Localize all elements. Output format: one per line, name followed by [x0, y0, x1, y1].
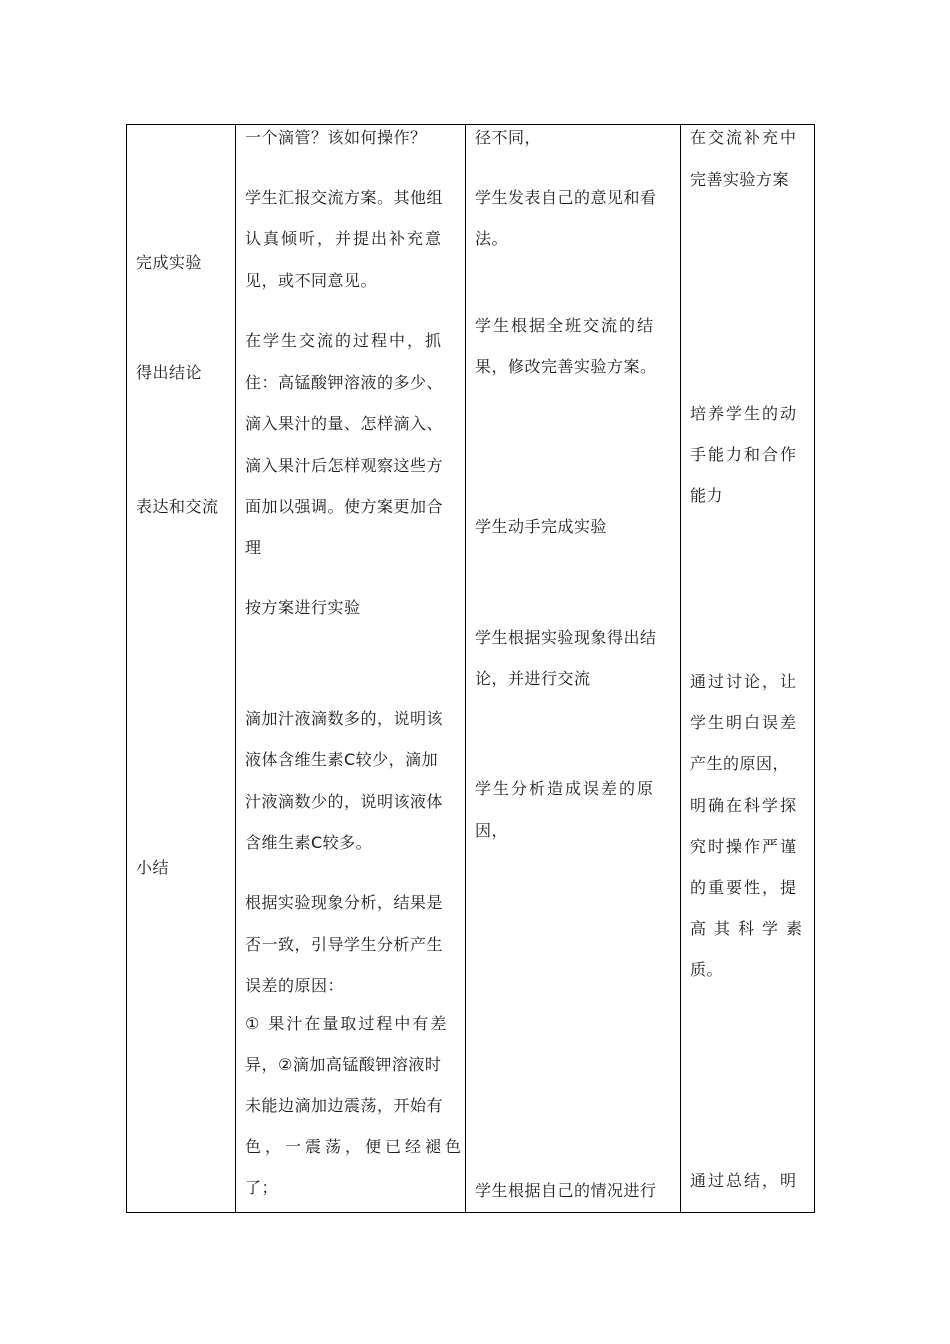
stage-label: 得出结论 [136, 363, 203, 382]
intent-text: 手能力和合作 [690, 445, 799, 464]
intent-text: 学生明白误差 [690, 713, 799, 732]
teacher-text: 液体含维生素C较少，滴加 [245, 750, 439, 769]
intent-text: 究时操作严谨 [690, 837, 799, 856]
intent-text: 产生的原因， [690, 754, 790, 773]
column-divider [465, 125, 466, 1212]
teacher-text: 误差的原因： [245, 976, 345, 995]
teacher-text: 理 [245, 538, 262, 557]
student-text: 径不同， [475, 128, 542, 147]
teacher-text: 了； [245, 1178, 279, 1197]
teacher-text: ① 果汁在量取过程中有差 [245, 1014, 449, 1033]
intent-text: 通过总结，明 [690, 1171, 799, 1190]
student-text: 学生根据实验现象得出结 [475, 628, 657, 647]
teacher-text: 滴加汁液滴数多的，说明该 [245, 709, 444, 728]
student-text: 学生动手完成实验 [475, 517, 608, 536]
teacher-text: 根据实验现象分析，结果是 [245, 893, 444, 912]
student-text: 果，修改完善实验方案。 [475, 357, 657, 376]
intent-text: 在交流补充中 [690, 128, 799, 147]
stage-label: 表达和交流 [136, 497, 219, 516]
teacher-text: 汁液滴数少的，说明该液体 [245, 792, 444, 811]
teacher-text: 滴入果汁后怎样观察这些方 [245, 456, 444, 475]
student-text: 学生根据自己的情况进行 [475, 1181, 657, 1200]
student-text: 因， [475, 821, 509, 840]
teacher-text: 否一致，引导学生分析产生 [245, 935, 444, 954]
student-text: 学生根据全班交流的结 [475, 316, 656, 335]
student-text: 学生发表自己的意见和看 [475, 188, 657, 207]
teacher-text: 一个滴管？该如何操作？ [245, 128, 427, 147]
teacher-text: 见，或不同意见。 [245, 271, 378, 290]
intent-text: 培养学生的动 [690, 404, 799, 423]
teacher-text: 滴入果汁的量、怎样滴入、 [245, 414, 444, 433]
teacher-text: 按方案进行实验 [245, 598, 361, 617]
teacher-text: 面加以强调。使方案更加合 [245, 497, 444, 516]
teacher-text: 异，②滴加高锰酸钾溶液时 [245, 1055, 442, 1074]
student-text: 学生分析造成误差的原 [475, 779, 656, 798]
column-divider [235, 125, 236, 1212]
teacher-text: 在学生交流的过程中，抓 [245, 331, 444, 350]
teacher-text: 色，一震荡，便已经褪色 [245, 1137, 466, 1156]
intent-text: 高其科学素 [690, 919, 811, 938]
student-text: 法。 [475, 229, 509, 248]
student-text: 论，并进行交流 [475, 669, 591, 688]
column-divider [680, 125, 681, 1212]
lesson-plan-table [126, 124, 815, 1213]
intent-text: 明确在科学探 [690, 796, 799, 815]
intent-text: 完善实验方案 [690, 170, 790, 189]
teacher-text: 学生汇报交流方案。其他组 [245, 188, 444, 207]
teacher-text: 住：高锰酸钾溶液的多少、 [245, 373, 444, 392]
teacher-text: 未能边滴加边震荡，开始有 [245, 1096, 444, 1115]
stage-label: 小结 [136, 858, 170, 877]
intent-text: 的重要性，提 [690, 878, 799, 897]
stage-label: 完成实验 [136, 253, 203, 272]
intent-text: 质。 [690, 960, 724, 979]
intent-text: 通过讨论，让 [690, 672, 799, 691]
teacher-text: 含维生素C较多。 [245, 833, 373, 852]
intent-text: 能力 [690, 486, 724, 505]
teacher-text: 认真倾听，并提出补充意 [245, 229, 444, 248]
